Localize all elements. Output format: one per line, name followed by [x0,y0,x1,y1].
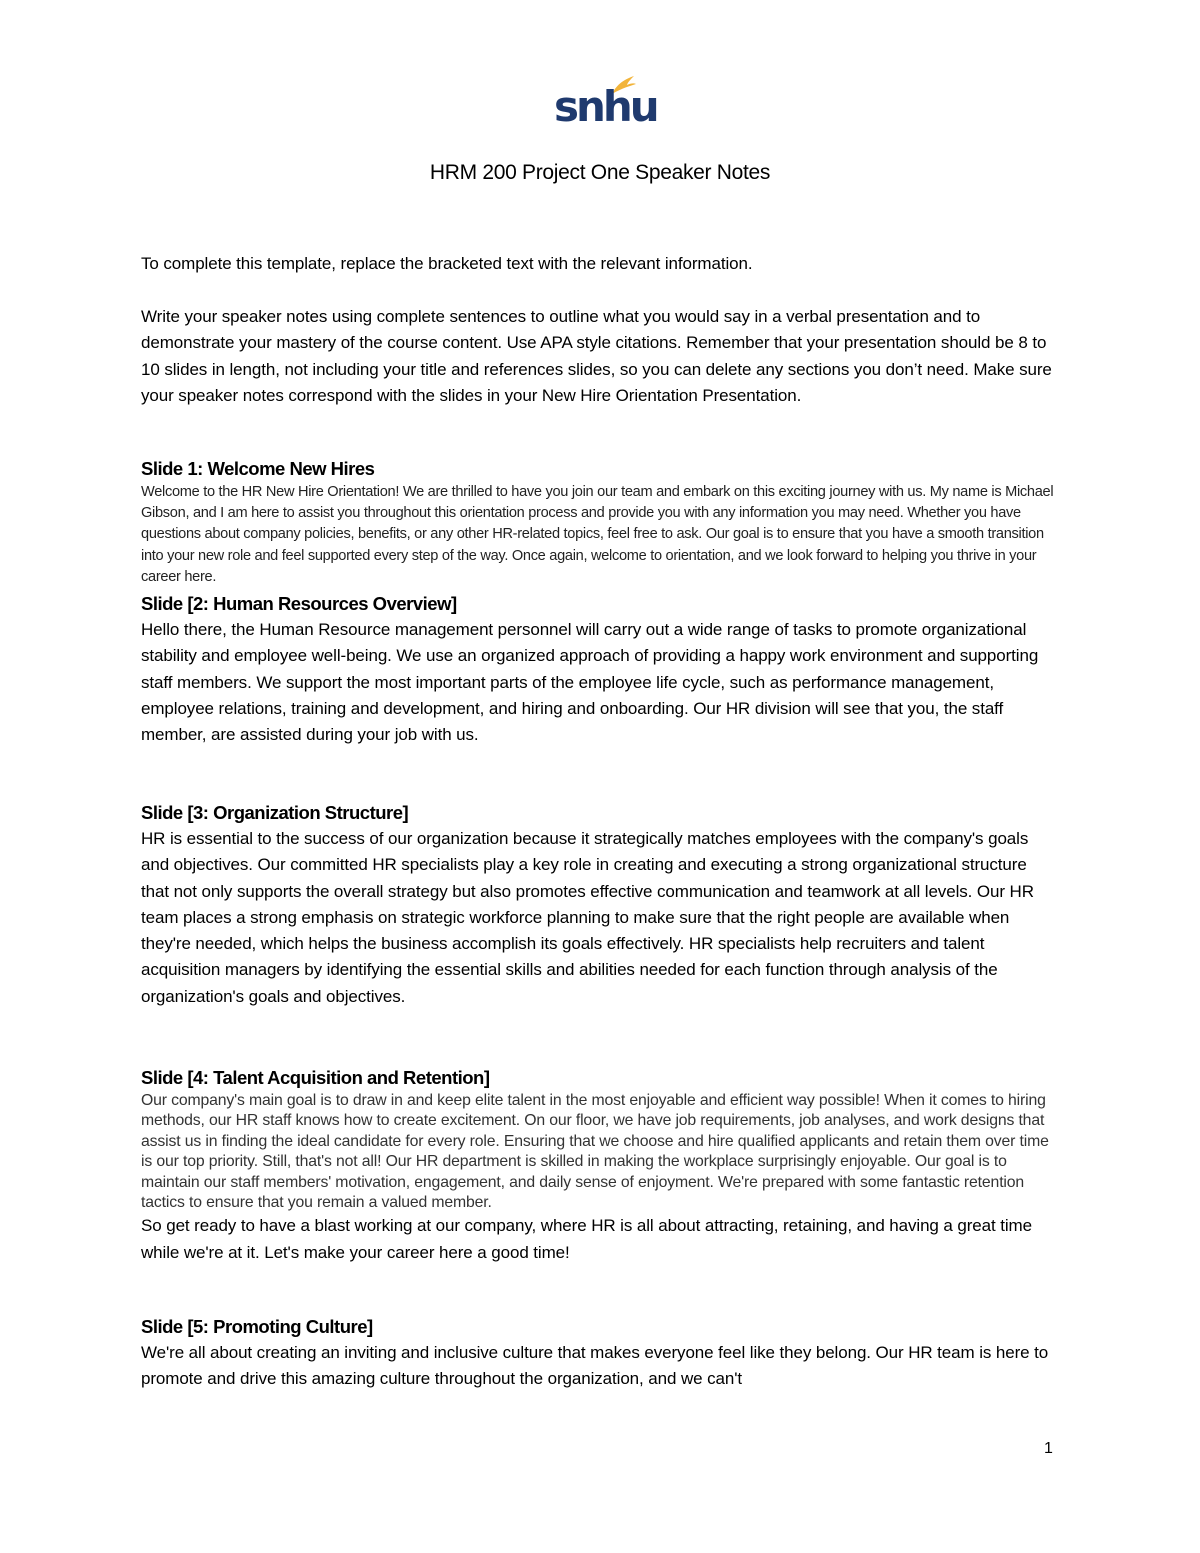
slide-3-section [141,800,1059,1010]
page-number: 1 [1044,1440,1053,1457]
slide-1-notes: Welcome to the HR New Hire Orientation! We are thrilled to have you join our team and embark on this exciting journey with us. My name is Michael Gibson, and I am here to assist you throughout this orientation process and provide you with any information you may need. Whether you have questions about company policies, benefits, or any other HR-related topics, feel free to ask. Our goal is to ensure that you have a smooth transition into your new role and feel supported every step of the way. Once again, welcome to orientation, and we look forward to helping you thrive in your career here. [141,484,1054,585]
intro-paragraph-1: To complete this template, replace the bracketed text with the relevant information. [141,254,753,273]
slide-2-section [141,591,1059,748]
slide-4-heading: Slide [4: Talent Acquisition and Retention] [141,1067,490,1088]
slide-3-notes: HR is essential to the success of our organization because it strategically matches employees with the company's goals and objectives. Our committed HR specialists play a key role in creating and executing a strong organizational structure that not only supports the overall strategy but also promotes effective communication and teamwork at all levels. Our HR team places a strong emphasis on strategic workforce planning to make sure that the right people are available when they're needed, which helps the business accomplish its goals effectively. HR specialists help recruiters and talent acquisition managers by identifying the essential skills and abilities needed for each function through analysis of the organization's goals and objectives. [141,829,1034,1006]
slide-5-notes: We're all about creating an inviting and inclusive culture that makes everyone feel like they belong. Our HR team is here to promote and drive this amazing culture throughout the organization, and we can't [141,1343,1049,1389]
intro-paragraph-2: Write your speaker notes using complete sentences to outline what you would say in a verbal presentation and to demonstrate your mastery of the course content. Use APA style citations. Remember that your presentation should be 8 to 10 slides in length, not including your title and references slides, so you can delete any sections you don’t need. Make sure your speaker notes correspond with the slides in your New Hire Orientation Presentation. [141,307,1052,405]
slide-2-heading: Slide [2: Human Resources Overview] [141,593,457,614]
slide-5-section [141,1314,1059,1393]
page-title: HRM 200 Project One Speaker Notes [429,161,771,184]
slide-3-heading: Slide [3: Organization Structure] [141,802,409,823]
slide-2-notes: Hello there, the Human Resource management personnel will carry out a wide range of tasks to promote organizational stability and employee well-being. We use an organized approach of providing a happy work environment and supporting staff members. We support the most important parts of the employee life cycle, such as performance management, employee relations, training and development, and hiring and onboarding. Our HR division will see that you, the staff member, are assisted during your job with us. [141,620,1039,745]
slide-4-notes: Our company's main goal is to draw in and keep elite talent in the most enjoyable and efficient way possible! When it comes to hiring methods, our HR staff knows how to create excitement. On our floor, we have job requirements, job analyses, and work designs that assist us in finding the ideal candidate for every role. Ensuring that we choose and hire qualified applicants and retain them over time is our top priority. Still, that's not all! Our HR department is skilled in making the workplace surprisingly enjoyable. Our goal is to maintain our staff members' motivation, engagement, and daily sense of enjoyment. We're prepared with some fantastic retention tactics to ensure that you remain a valued member. [141,1092,1049,1212]
intro-guidelines [141,304,1059,409]
slide-1-section [141,456,1059,588]
slide-4-section [141,1065,1059,1266]
snhu-logo [554,74,657,134]
slide-4-notes-continued: So get ready to have a blast working at our company, where HR is all about attracting, retaining, and having a great time while we're at it. Let's make your career here a good time! [141,1216,1032,1262]
slide-5-heading: Slide [5: Promoting Culture] [141,1316,373,1337]
slide-1-heading: Slide 1: Welcome New Hires [141,458,375,479]
intro-instruction [141,251,1059,277]
logo-wordmark: snhu [554,82,657,131]
